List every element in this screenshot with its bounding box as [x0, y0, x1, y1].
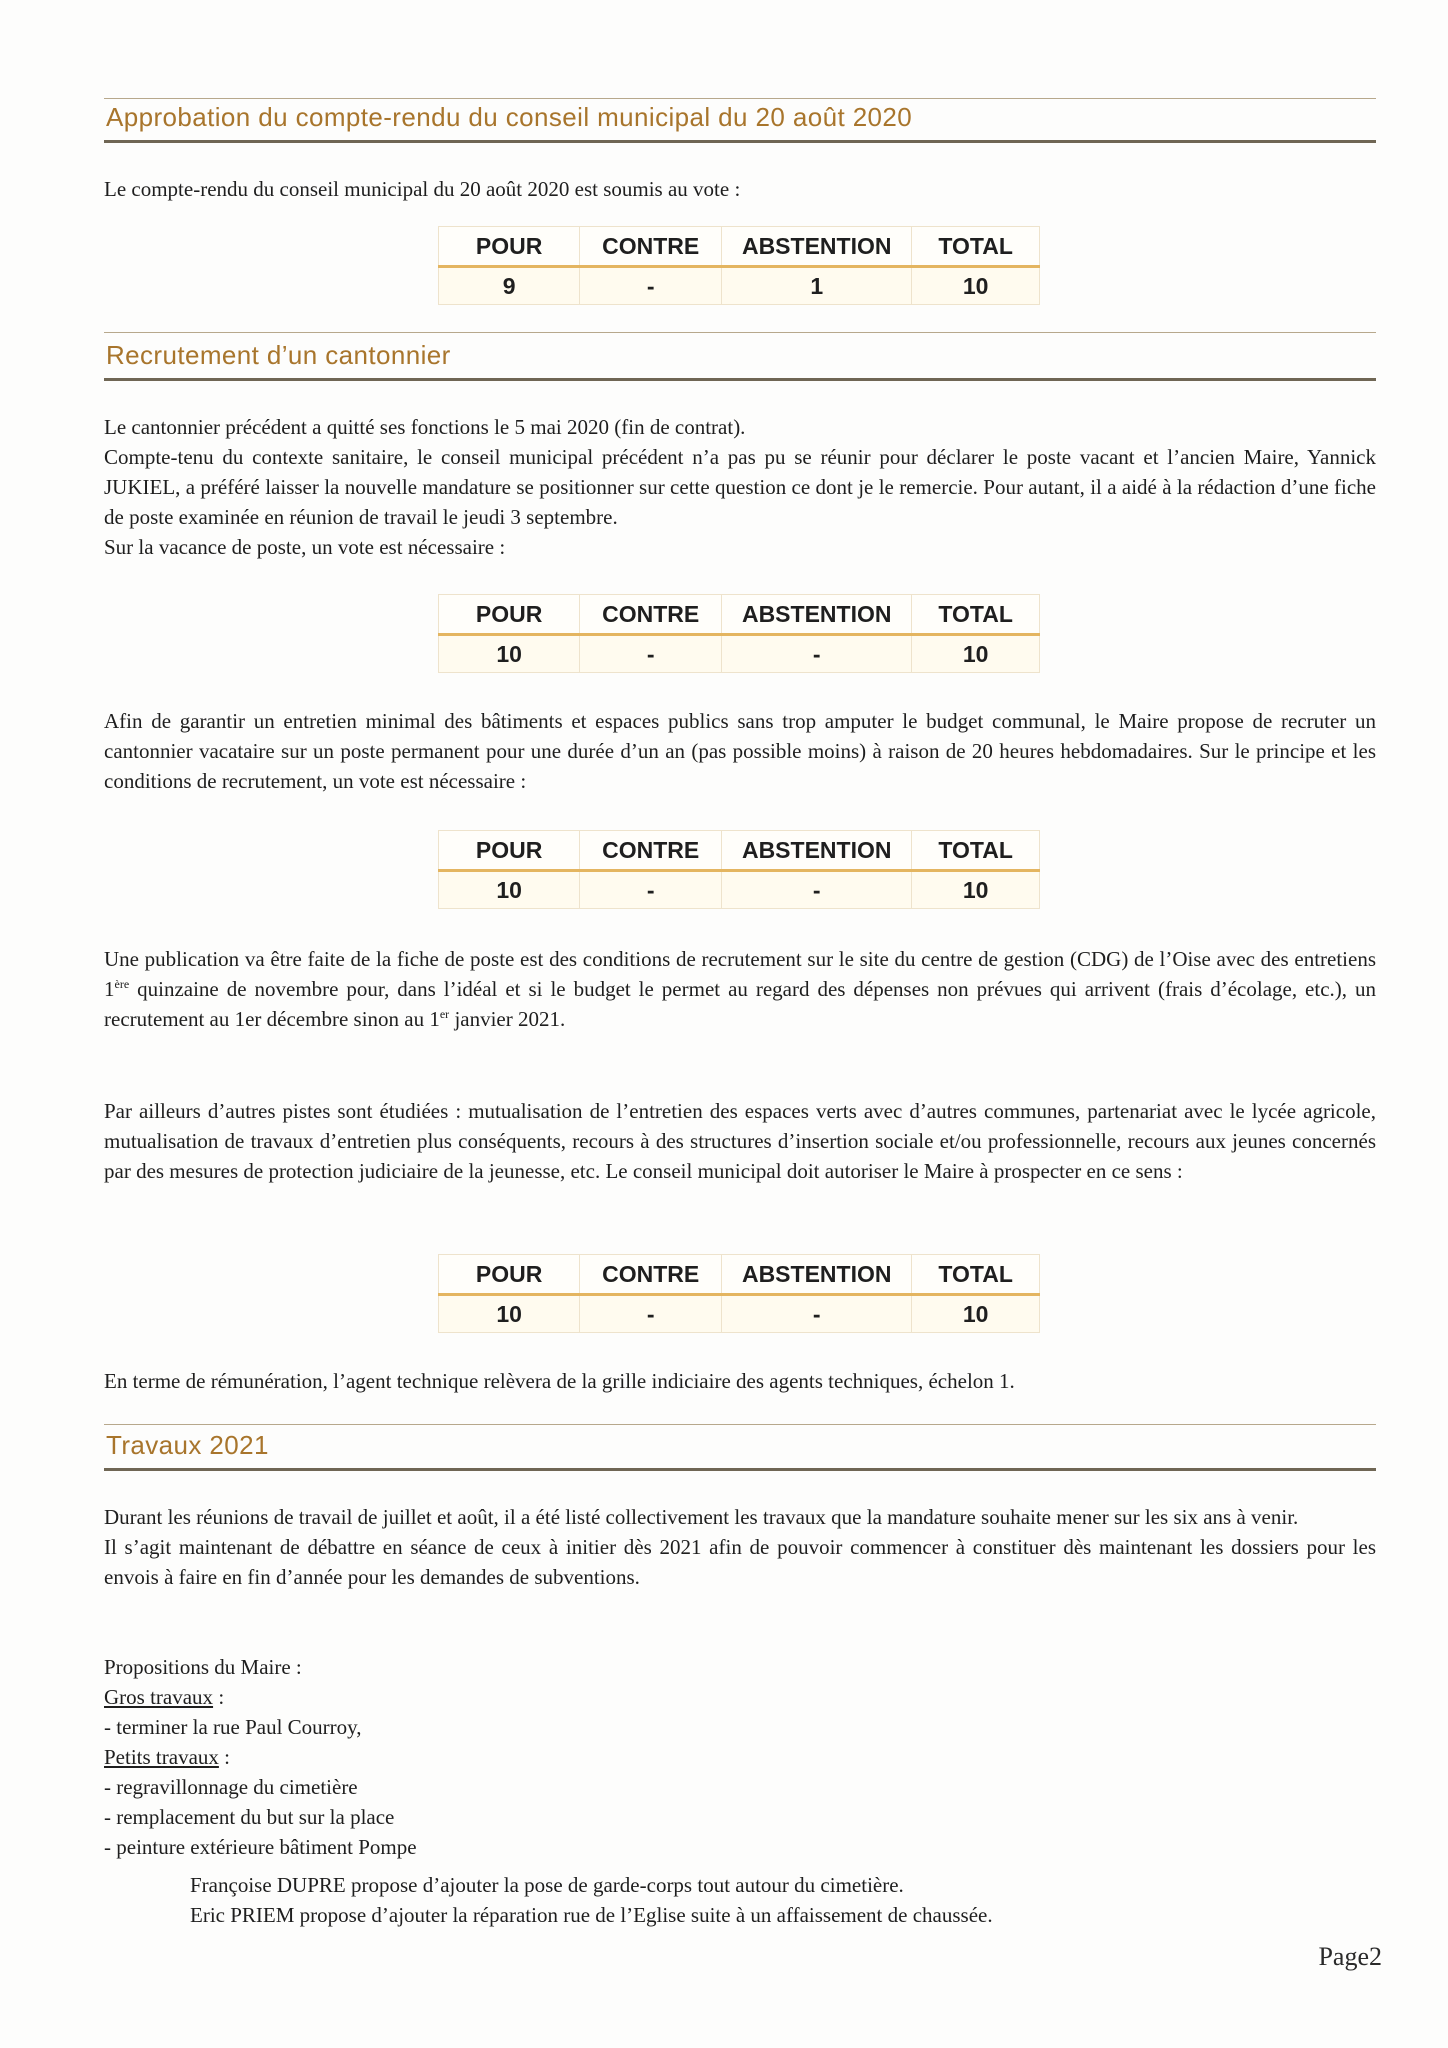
recrutement-intro [104, 412, 1376, 562]
section-title: Recrutement d’un cantonnier [106, 340, 451, 370]
header-total: TOTAL [912, 595, 1040, 635]
list-item: - peinture extérieure bâtiment Pompe [104, 1835, 417, 1859]
value-total: 10 [912, 1295, 1040, 1333]
value-total: 10 [912, 871, 1040, 909]
header-pour: POUR [439, 595, 580, 635]
value-contre: - [580, 635, 722, 673]
header-total: TOTAL [912, 831, 1040, 871]
value-contre: - [580, 871, 722, 909]
vote-values-row [439, 1295, 1040, 1333]
vote-values-row [439, 267, 1040, 305]
travaux-paragraph [104, 1502, 1376, 1592]
section-travaux-heading [104, 1424, 1376, 1472]
paragraph-line: Le cantonnier précédent a quitté ses fonctions le 5 mai 2020 (fin de contrat). [104, 415, 746, 439]
colon: : [218, 1745, 230, 1769]
text-run: quinzaine de novembre pour, dans l’idéal et si le budget le permet au regard des dépenses non prévues qui arrivent (frais d’écolage, etc.), un recrutement au 1er décembre sinon au 1 [104, 977, 1376, 1031]
vote-table-3 [438, 830, 1040, 909]
colon: : [213, 1685, 225, 1709]
value-abstention: - [722, 635, 912, 673]
value-pour: 10 [439, 1295, 580, 1333]
vote-header-row [439, 1255, 1040, 1295]
vote-table-2 [438, 594, 1040, 673]
text-run: janvier 2021. [449, 1007, 566, 1031]
addition-item: Françoise DUPRE propose d’ajouter la pose de garde-corps tout autour du cimetière. [190, 1873, 904, 1897]
heading-rule-bottom [104, 1468, 1376, 1471]
vote-values-row [439, 635, 1040, 673]
gros-travaux-label: Gros travaux [104, 1685, 214, 1709]
value-pour: 10 [439, 635, 580, 673]
paragraph: En terme de rémunération, l’agent technique relèvera de la grille indiciaire des agents techniques, échelon 1. [104, 1369, 1015, 1393]
paragraph-line: Sur la vacance de poste, un vote est nécessaire : [104, 535, 506, 559]
page-number: Page2 [1318, 1942, 1382, 1971]
superscript: ère [114, 977, 130, 991]
vote-header-row [439, 595, 1040, 635]
approbation-text [104, 174, 1376, 204]
vote-table-1 [438, 226, 1040, 305]
header-abstention: ABSTENTION [722, 227, 912, 267]
header-pour: POUR [439, 831, 580, 871]
vote-table-4 [438, 1254, 1040, 1333]
paragraph-line: Compte-tenu du contexte sanitaire, le conseil municipal précédent n’a pas pu se réunir pour déclarer le poste vacant et l’ancien Maire, Yannick JUKIEL, a préféré laisser la nouvelle mandature se positionner sur cette question ce dont je le remercie. Pour autant, il a aidé à la rédaction d’une fiche de poste examinée en réunion de travail le jeudi 3 septembre. [104, 445, 1376, 529]
heading-rule-top [104, 1424, 1376, 1425]
recrutement-proposal [104, 706, 1376, 796]
list-item: - remplacement du but sur la place [104, 1805, 395, 1829]
header-pour: POUR [439, 1255, 580, 1295]
paragraph-line: Durant les réunions de travail de juillet et août, il a été listé collectivement les travaux que la mandature souhaite mener sur les six ans à venir. [104, 1505, 1299, 1529]
value-abstention: 1 [722, 267, 912, 305]
heading-rule-top [104, 332, 1376, 333]
other-options-paragraph [104, 1096, 1376, 1186]
superscript: er [439, 1007, 450, 1021]
propositions-list [104, 1652, 1004, 1862]
vote-header-row [439, 831, 1040, 871]
section-title: Travaux 2021 [106, 1430, 269, 1460]
publication-paragraph [104, 944, 1376, 1034]
paragraph: Afin de garantir un entretien minimal des bâtiments et espaces publics sans trop amputer le budget communal, le Maire propose de recruter un cantonnier vacataire sur un poste permanent pour une durée d’un an (pas possible moins) à raison de 20 heures hebdomadaires. Sur le principe et les conditions de recrutement, un vote est nécessaire : [104, 709, 1376, 793]
value-pour: 9 [439, 267, 580, 305]
heading-rule-bottom [104, 140, 1376, 143]
vote-header-row [439, 227, 1040, 267]
addition-item: Eric PRIEM propose d’ajouter la réparation rue de l’Eglise suite à un affaissement de chaussée. [190, 1903, 993, 1927]
list-item: - terminer la rue Paul Courroy, [104, 1715, 362, 1739]
value-total: 10 [912, 635, 1040, 673]
propositions-intro: Propositions du Maire : [104, 1655, 302, 1679]
section-approbation-heading [104, 98, 1376, 144]
header-total: TOTAL [912, 227, 1040, 267]
paragraph: Par ailleurs d’autres pistes sont étudiées : mutualisation de l’entretien des espaces verts avec d’autres communes, partenariat avec le lycée agricole, mutualisation de travaux d’entretien plus conséquents, recours à des structures d’insertion sociale et/ou professionnelle, recours aux jeunes concernés par des mesures de protection judiciaire de la jeunesse, etc. Le conseil municipal doit autoriser le Maire à prospecter en ce sens : [104, 1099, 1376, 1183]
gros-travaux-heading [104, 1682, 1004, 1712]
value-pour: 10 [439, 871, 580, 909]
header-abstention: ABSTENTION [722, 1255, 912, 1295]
header-abstention: ABSTENTION [722, 831, 912, 871]
section-recrutement-heading [104, 332, 1376, 382]
value-total: 10 [912, 267, 1040, 305]
value-contre: - [580, 1295, 722, 1333]
additions-list [190, 1870, 1290, 1930]
header-contre: CONTRE [580, 595, 722, 635]
paragraph-line: Il s’agit maintenant de débattre en séance de ceux à initier dès 2021 afin de pouvoir commencer à constituer dès maintenant les dossiers pour les envois à faire en fin d’année pour les demandes de subventions. [104, 1535, 1376, 1589]
header-contre: CONTRE [580, 227, 722, 267]
value-abstention: - [722, 1295, 912, 1333]
heading-rule-top [104, 98, 1376, 99]
header-pour: POUR [439, 227, 580, 267]
header-contre: CONTRE [580, 1255, 722, 1295]
heading-rule-bottom [104, 378, 1376, 381]
remuneration-paragraph [104, 1366, 1376, 1396]
value-abstention: - [722, 871, 912, 909]
paragraph [104, 944, 1376, 1034]
value-contre: - [580, 267, 722, 305]
vote-values-row [439, 871, 1040, 909]
list-item: - regravillonnage du cimetière [104, 1775, 358, 1799]
paragraph: Le compte-rendu du conseil municipal du 20 août 2020 est soumis au vote : [104, 177, 741, 201]
petits-travaux-label: Petits travaux [104, 1745, 219, 1769]
header-contre: CONTRE [580, 831, 722, 871]
header-total: TOTAL [912, 1255, 1040, 1295]
section-title: Approbation du compte-rendu du conseil municipal du 20 août 2020 [106, 102, 913, 132]
petits-travaux-heading [104, 1742, 1004, 1772]
header-abstention: ABSTENTION [722, 595, 912, 635]
text-run: Une publication va être faite de la fiche de poste est des conditions de recrutement sur le site du centre de gestion (CDG) de l’Oise avec des entretiens 1 [104, 947, 1376, 1001]
